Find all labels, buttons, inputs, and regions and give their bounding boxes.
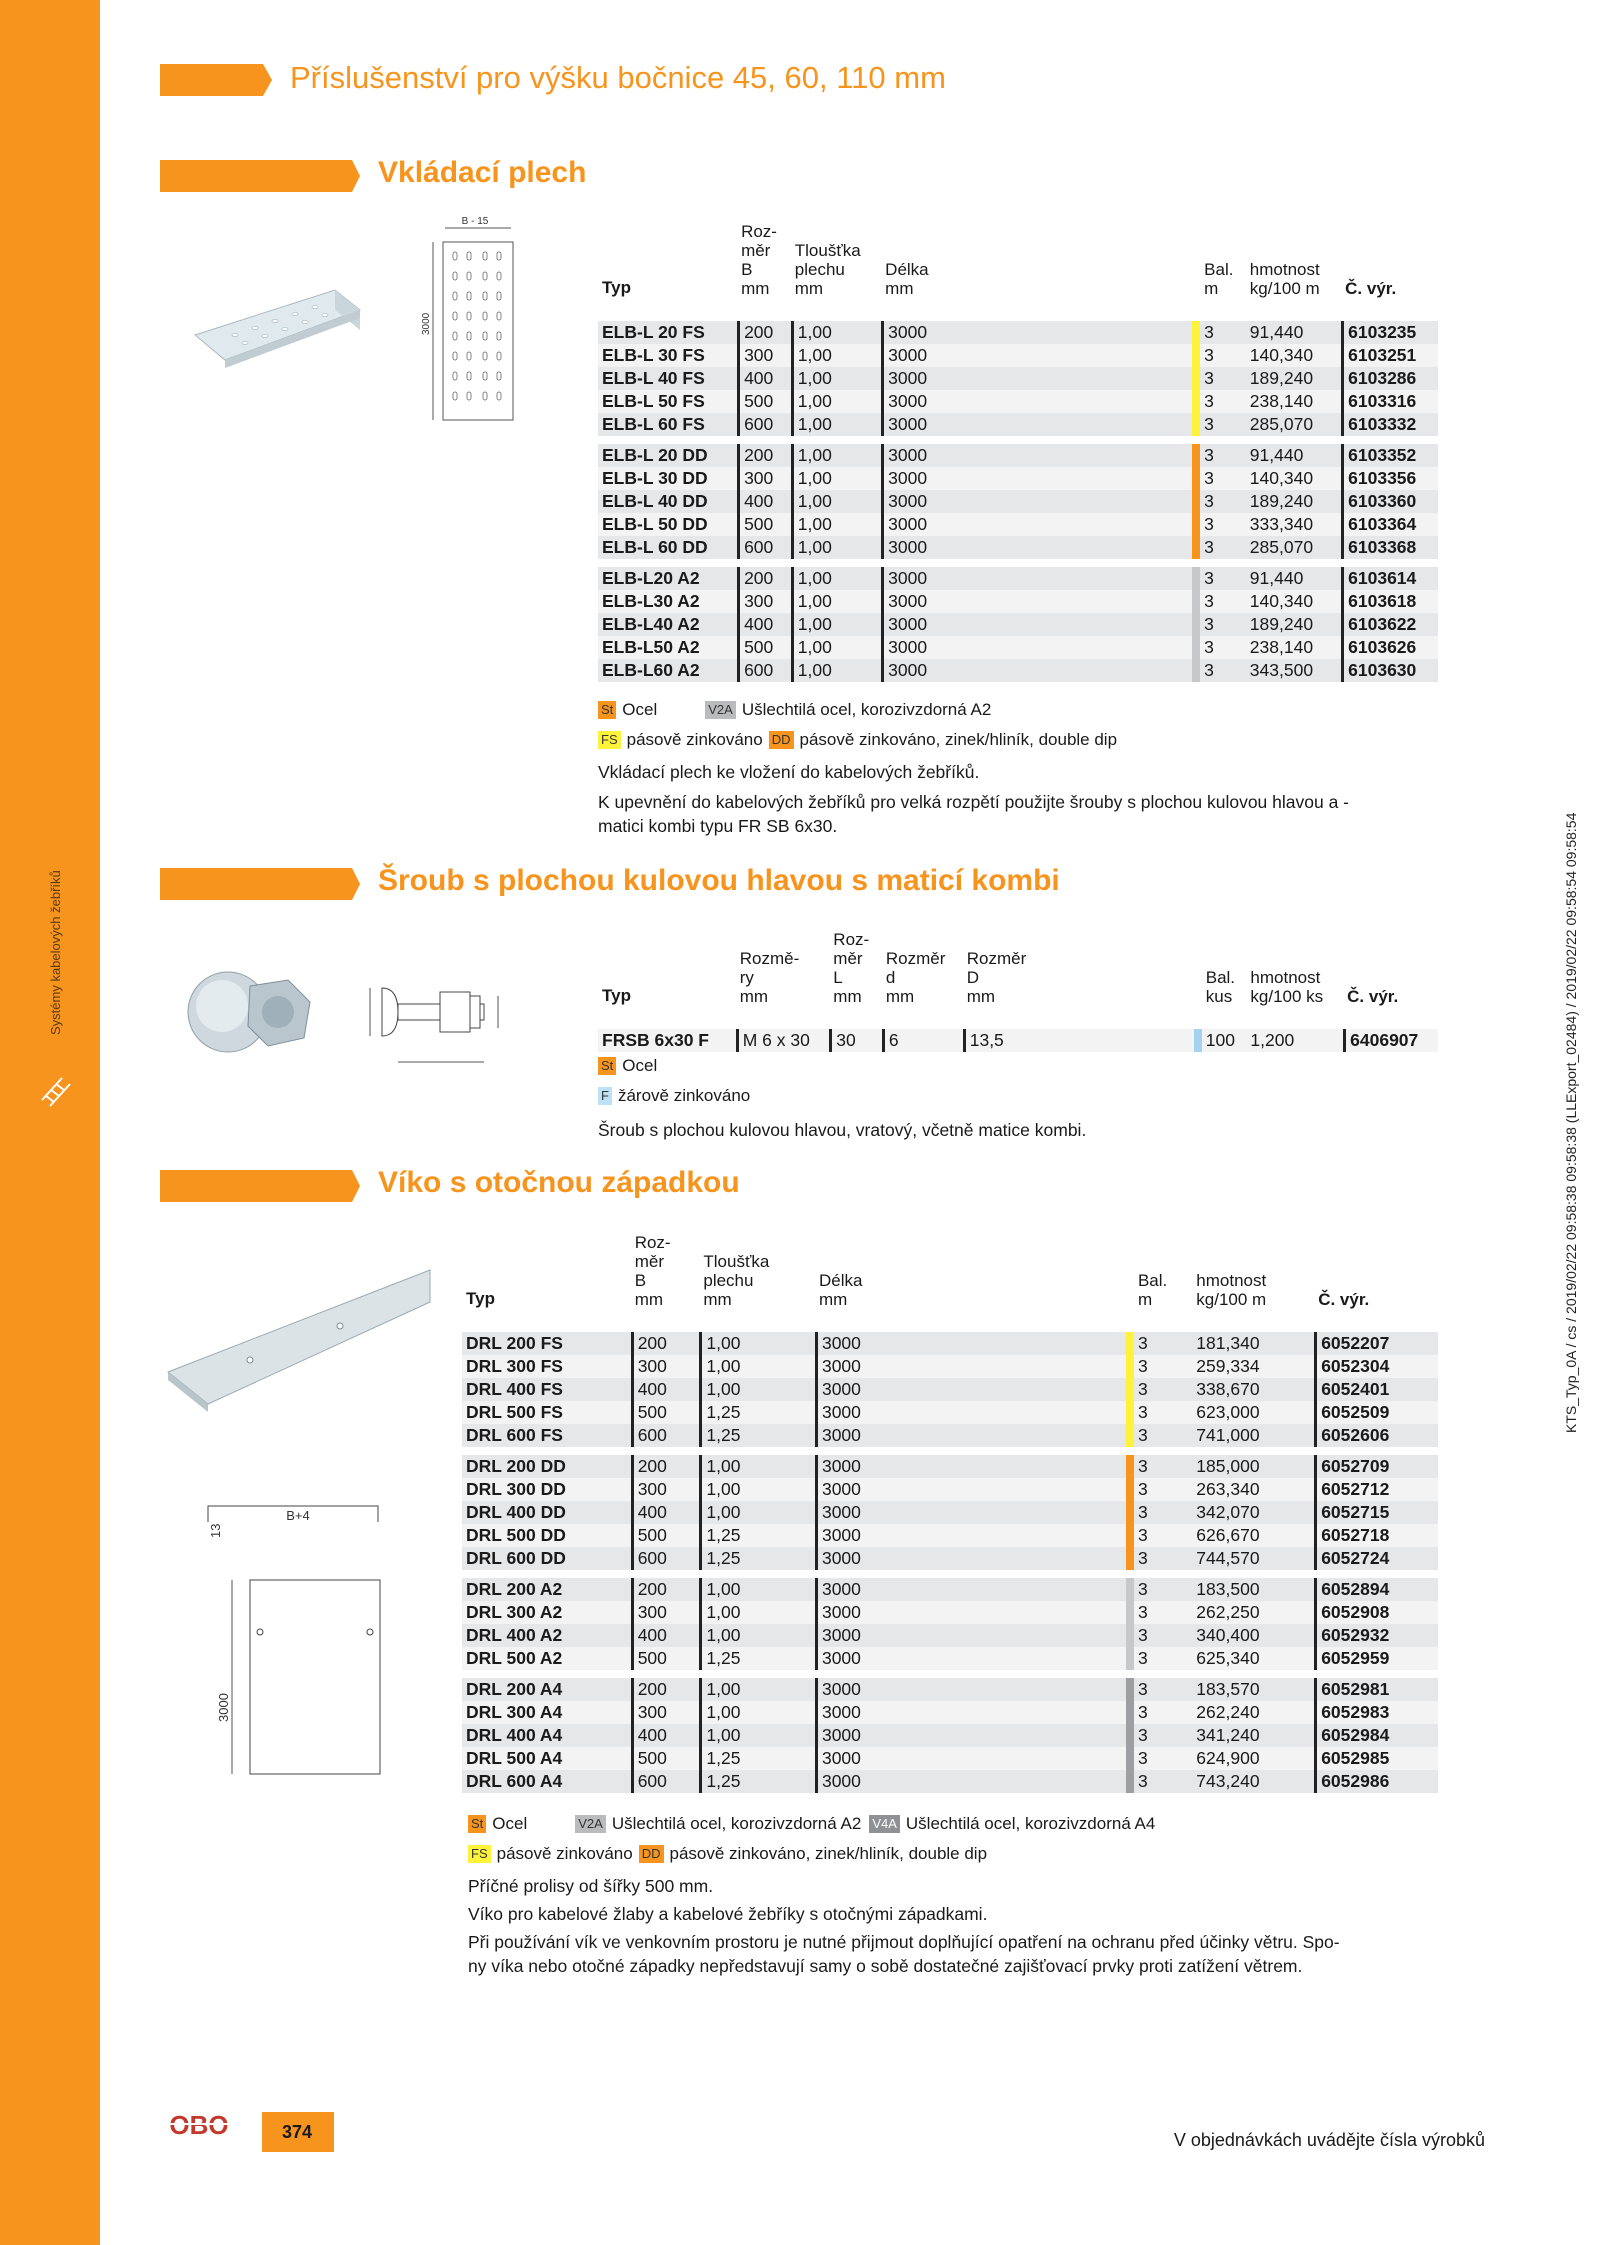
table-row: ELB-L40 A2 400 1,00 3000 3 189,240 6103622: [598, 613, 1438, 636]
table-row: DRL 400 A4 400 1,00 3000 3 341,240 6052984: [462, 1724, 1438, 1747]
legend-material-s1: St Ocel V2A Ušlechtilá ocel, korozivzdorná A2: [598, 700, 991, 720]
table-row: ELB-L 60 DD 600 1,00 3000 3 285,070 6103368: [598, 536, 1438, 559]
bolt-drawing: [170, 950, 580, 1090]
table-row: ELB-L50 A2 500 1,00 3000 3 238,140 6103626: [598, 636, 1438, 659]
table-row: ELB-L 20 FS 200 1,00 3000 3 91,440 6103235: [598, 321, 1438, 344]
page-title: Příslušenství pro výšku bočnice 45, 60, 110 mm: [290, 60, 946, 95]
table-row: ELB-L 20 DD 200 1,00 3000 3 91,440 6103352: [598, 444, 1438, 467]
dim-b-label: B - 15: [461, 216, 489, 227]
desc-s1-2: K upevnění do kabelových žebříků pro velká rozpětí použijte šrouby s plochou kulovou hlavou a -: [598, 792, 1350, 812]
table-row: DRL 400 DD 400 1,00 3000 3 342,070 6052715: [462, 1501, 1438, 1524]
header-arrow: [160, 64, 272, 96]
table-row: DRL 300 A4 300 1,00 3000 3 262,240 6052983: [462, 1701, 1438, 1724]
desc-s1-1: Vkládací plech ke vložení do kabelových žebříků.: [598, 762, 980, 782]
table-row: ELB-L 30 FS 300 1,00 3000 3 140,340 6103251: [598, 344, 1438, 367]
section-title-sroub: Šroub s plochou kulovou hlavou s maticí kombi: [378, 864, 1060, 897]
desc-s3-3: Při používání vík ve venkovním prostoru je nutné přijmout doplňující opatření na ochranu před účinky větru. Spo-: [468, 1932, 1340, 1952]
page-number: 374: [262, 2112, 334, 2152]
legend-surface-s2: F žárově zinkováno: [598, 1086, 750, 1106]
table-row: DRL 500 DD 500 1,25 3000 3 626,670 6052718: [462, 1524, 1438, 1547]
table-row: DRL 200 FS 200 1,00 3000 3 181,340 6052207: [462, 1332, 1438, 1355]
dim-b4-label: B+4: [286, 1508, 310, 1523]
desc-s3-1: Příčné prolisy od šířky 500 mm.: [468, 1876, 714, 1896]
legend-material-s3: St Ocel V2A Ušlechtilá ocel, korozivzdorná A2 V4A Ušlechtilá ocel, korozivzdorná A4: [468, 1814, 1155, 1834]
dim-length-label: 3000: [216, 1693, 231, 1722]
obo-logo: [158, 2110, 240, 2140]
table-row: FRSB 6x30 F M 6 x 30 30 6 13,5 100 1,200 6406907: [598, 1029, 1438, 1052]
legend-material-s2: St Ocel: [598, 1056, 657, 1076]
table-row: DRL 200 DD 200 1,00 3000 3 185,000 6052709: [462, 1455, 1438, 1478]
table-vkladaci-plech: Roz- měr B mm Tloušťka plechu mm Délka mm Bal. m hmotnost kg/100 m Č. výr. Typ ELB-L 20 FS 200 1,00 3000 3 91,440 6103235 ELB-L 30 FS 300 1,00 3000 3 140,340 6103251 ELB-L 40 FS 400 1,00 3000 3 189,240 6103286 ELB-L 50 FS 500 1,00 3000 3 238,140 6103316 ELB-L 60 FS 600 1,00 3000 3 285,070 6103332 ELB-L 20 DD 200 1,00 3000 3 91,440 6103352 ELB-L 30 DD 300 1,00 3000 3 140,340 6103356 ELB-L 40 DD 400 1,00 3000 3 189,240 6103360 ELB-L 50 DD 500 1,00 3000 3 333,340 6103364 ELB-L 60 DD 600 1,00 3000 3 285,070 6103368 ELB-L20 A2 200 1,00 3000 3 91,440 6103614 ELB-L30 A2 300 1,00 3000 3 140,340 6103618 ELB-L40 A2 400 1,00 3000 3 189,240 6103622 ELB-L50 A2 500 1,00 3000 3 238,140 6103626 ELB-L60 A2 600 1,00 3000 3 343,500 6103630: [598, 222, 1438, 682]
table-row: ELB-L 60 FS 600 1,00 3000 3 285,070 6103332: [598, 413, 1438, 436]
table-row: DRL 200 A4 200 1,00 3000 3 183,570 6052981: [462, 1678, 1438, 1701]
section-title-vkladaci-plech: Vkládací plech: [378, 156, 587, 189]
sidebar-label: Systémy kabelových žebříků: [48, 870, 63, 1035]
table-row: DRL 300 DD 300 1,00 3000 3 263,340 6052712: [462, 1478, 1438, 1501]
dim-h-label: 13: [208, 1523, 223, 1538]
table-row: DRL 500 FS 500 1,25 3000 3 623,000 6052509: [462, 1401, 1438, 1424]
table-row: DRL 500 A2 500 1,25 3000 3 625,340 6052959: [462, 1647, 1438, 1670]
table-row: ELB-L 40 DD 400 1,00 3000 3 189,240 6103360: [598, 490, 1438, 513]
section-title-viko: Víko s otočnou západkou: [378, 1166, 740, 1199]
table-row: ELB-L 40 FS 400 1,00 3000 3 189,240 6103286: [598, 367, 1438, 390]
table-viko: Roz- měr B mm Tloušťka plechu mm Délka mm Bal. m hmotnost kg/100 m Č. výr. Typ DRL 200 FS 200 1,00 3000 3 181,340 6052207 DRL 300 FS 300 1,00 3000 3 259,334 6052304 DRL 400 FS 400 1,00 3000 3 338,670 6052401 DRL 500 FS 500 1,25 3000 3 623,000 6052509 DRL 600 FS 600 1,25 3000 3 741,000 6052606 DRL 200 DD 200 1,00 3000 3 185,000 6052709 DRL 300 DD 300 1,00 3000 3 263,340 6052712 DRL 400 DD 400 1,00 3000 3 342,070 6052715 DRL 500 DD 500 1,25 3000 3 626,670 6052718 DRL 600 DD 600 1,25 3000 3 744,570 6052724 DRL 200 A2 200 1,00 3000 3 183,500 6052894 DRL 300 A2 300 1,00 3000 3 262,250 6052908 DRL 400 A2 400 1,00 3000 3 340,400 6052932 DRL 500 A2 500 1,25 3000 3 625,340 6052959 DRL 200 A4 200 1,00 3000 3 183,570 6052981 DRL 300 A4 300 1,00 3000 3 262,240 6052983 DRL 400 A4 400 1,00 3000 3 341,240 6052984 DRL 500 A4 500 1,25 3000 3 624,900 6052985 DRL 600 A4 600 1,25 3000 3 743,240 6052986: [462, 1233, 1438, 1793]
legend-surface-s3: FS pásově zinkováno DD pásově zinkováno, zinek/hliník, double dip: [468, 1844, 987, 1864]
table-sroub: Rozmě- ry mm Roz- měr L mm Rozměr d mm Rozměr D mm Bal. kus hmotnost kg/100 ks Č. výr. Typ FRSB 6x30 F M 6 x 30 30 6 13,5 100 1,200 6406907: [598, 930, 1438, 1052]
table-row: ELB-L60 A2 600 1,00 3000 3 343,500 6103630: [598, 659, 1438, 682]
table-row: ELB-L30 A2 300 1,00 3000 3 140,340 6103618: [598, 590, 1438, 613]
desc-s2: Šroub s plochou kulovou hlavou, vratový, včetně matice kombi.: [598, 1120, 1087, 1140]
section-arrow: [160, 1170, 360, 1202]
cover-drawing: [160, 1262, 460, 1782]
table-row: DRL 600 DD 600 1,25 3000 3 744,570 6052724: [462, 1547, 1438, 1570]
table-row: DRL 500 A4 500 1,25 3000 3 624,900 6052985: [462, 1747, 1438, 1770]
table-row: ELB-L 50 DD 500 1,00 3000 3 333,340 6103364: [598, 513, 1438, 536]
perforated-sheet-drawing: [185, 210, 555, 430]
table-row: DRL 400 FS 400 1,00 3000 3 338,670 6052401: [462, 1378, 1438, 1401]
desc-s3-4: ny víka nebo otočné západky nepředstavují samy o sobě dostatečné zajišťovací prvky proti zatížení větrem.: [468, 1956, 1303, 1976]
table-row: DRL 600 A4 600 1,25 3000 3 743,240 6052986: [462, 1770, 1438, 1793]
table-row: DRL 300 A2 300 1,00 3000 3 262,250 6052908: [462, 1601, 1438, 1624]
sidebar: [0, 0, 100, 2245]
section-arrow: [160, 868, 360, 900]
table-row: DRL 400 A2 400 1,00 3000 3 340,400 6052932: [462, 1624, 1438, 1647]
export-note: KTS_Typ_0A / cs / 2019/02/22 09:58:38 09:58:38 (LLExport_02484) / 2019/02/22 09:58:54 09:58:54: [1563, 812, 1579, 1433]
section-arrow: [160, 160, 360, 192]
dim-length-label: 3000: [421, 312, 432, 335]
desc-s3-2: Víko pro kabelové žlaby a kabelové žebříky s otočnými západkami.: [468, 1904, 988, 1924]
desc-s1-3: matici kombi typu FR SB 6x30.: [598, 816, 838, 836]
legend-surface-s1: FS pásově zinkováno DD pásově zinkováno, zinek/hliník, double dip: [598, 730, 1117, 750]
table-row: DRL 200 A2 200 1,00 3000 3 183,500 6052894: [462, 1578, 1438, 1601]
table-row: DRL 600 FS 600 1,25 3000 3 741,000 6052606: [462, 1424, 1438, 1447]
table-row: ELB-L20 A2 200 1,00 3000 3 91,440 6103614: [598, 567, 1438, 590]
footer-note: V objednávkách uvádějte čísla výrobků: [1173, 2130, 1485, 2150]
table-row: DRL 300 FS 300 1,00 3000 3 259,334 6052304: [462, 1355, 1438, 1378]
svg-text:OBO: OBO: [169, 2110, 229, 2140]
ladder-icon: [38, 1070, 72, 1110]
table-row: ELB-L 30 DD 300 1,00 3000 3 140,340 6103356: [598, 467, 1438, 490]
table-row: ELB-L 50 FS 500 1,00 3000 3 238,140 6103316: [598, 390, 1438, 413]
